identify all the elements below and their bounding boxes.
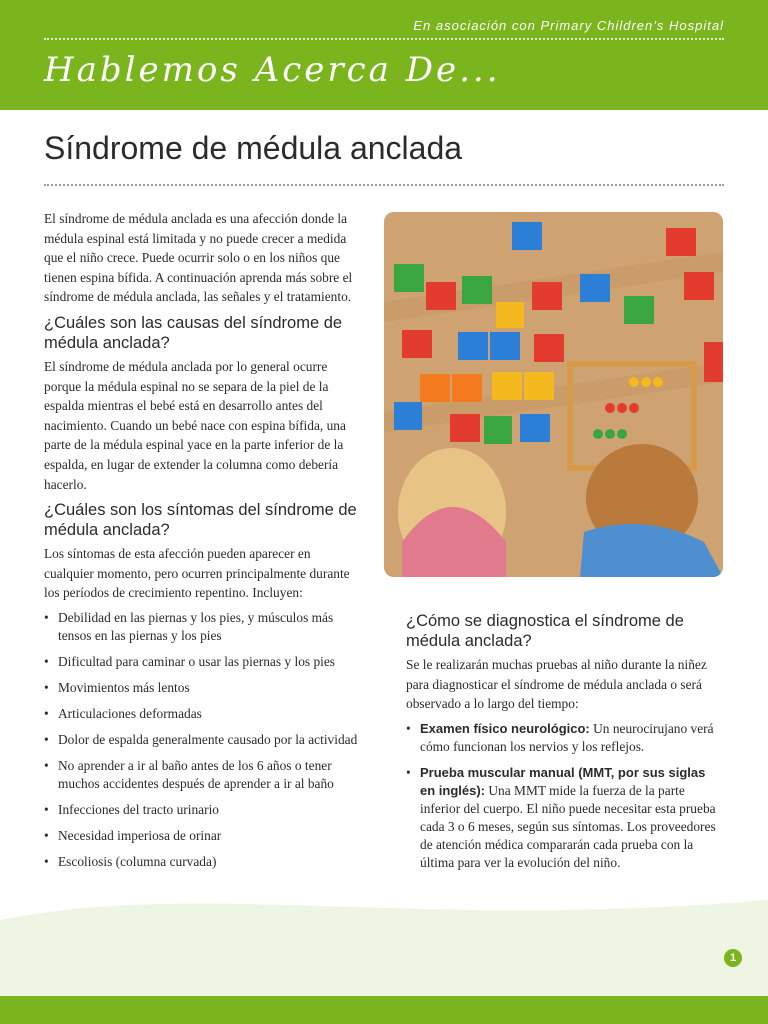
header-banner [0,0,768,110]
diagnosis-term: Examen físico neurológico: [420,720,590,736]
intro-paragraph: El síndrome de médula anclada es una afección donde la médula espinal está limitada y no puede crecer a medida que el niño crece. Puede ocurrir solo o en los niños que tienen espina bífida. A continuación aprenda más sobre el síndrome de médula anclada, las señales y el tratamiento. [44,211,353,305]
diagnosis-heading: ¿Cómo se diagnostica el síndrome de médula anclada? [406,612,684,650]
list-item [406,764,722,872]
causes-heading: ¿Cuáles son las causas del síndrome de médula anclada? [44,313,343,352]
photo-illustration [384,212,723,577]
header-divider [44,38,724,40]
diagnosis-text: Una MMT mide la fuerza de la parte inferior del cuerpo. El niño puede necesitar esta prueba cada 3 o 6 meses, según sus síntomas. Los proveedores de atención médica compararán cada prueba con la última para ver la evolución del niño. [420,782,716,870]
list-item: • Articulaciones deformadas [44,705,362,723]
right-column [406,605,722,880]
list-item: • Infecciones del tracto urinario [44,801,362,819]
left-column [44,209,362,879]
diagnosis-paragraph: Se le realizarán muchas pruebas al niño durante la niñez para diagnosticar el síndrome de médula anclada o será observado a lo largo del tiempo: [406,657,707,712]
page-number: 1 [724,949,742,967]
list-item: • No aprender a ir al baño antes de los 6 años o tener muchos accidentes después de aprender a ir al baño [44,757,362,793]
list-item: • Movimientos más lentos [44,679,362,697]
list-item: • Necesidad imperiosa de orinar [44,827,362,845]
series-title: Hablemos Acerca De... [44,50,501,90]
list-item: • Escoliosis (columna curvada) [44,853,362,871]
decorative-wave [0,880,768,996]
footer-bar [0,996,768,1024]
symptoms-heading: ¿Cuáles son los síntomas del síndrome de médula anclada? [44,501,357,540]
children-playing-photo [384,212,723,577]
causes-paragraph: El síndrome de médula anclada por lo general ocurre porque la médula espinal no se separa de la piel de la espalda mientras el bebé está en desarrollo antes del nacimiento. Cuando un bebé nace con espina bífida, una parte de la médula espinal yace en la parte inferior de la espalda, en lugar de extender la columna como debería hacerlo. [44,358,346,492]
partnership-text: En asociación con Primary Children’s Hospital [413,18,724,33]
diagnosis-text: Un neurocirujano verá cómo funcionan los nervios y los reflejos. [420,720,714,754]
symptoms-list [44,609,362,871]
list-item: • Debilidad en las piernas y los pies, y músculos más tensos en las piernas y los pies [44,609,362,645]
list-item: • Dolor de espalda generalmente causado por la actividad [44,731,362,749]
list-item: • Dificultad para caminar o usar las piernas y los pies [44,653,362,671]
symptoms-paragraph: Los síntomas de esta afección pueden aparecer en cualquier momento, pero ocurren principalmente durante los períodos de crecimiento repentino. Incluyen: [44,546,350,601]
diagnosis-term: Prueba muscular manual (MMT, por sus siglas en inglés): [420,764,706,798]
list-item [406,720,722,756]
title-divider [44,184,724,186]
page-title: Síndrome de médula anclada [44,130,463,166]
diagnosis-list [406,720,722,872]
